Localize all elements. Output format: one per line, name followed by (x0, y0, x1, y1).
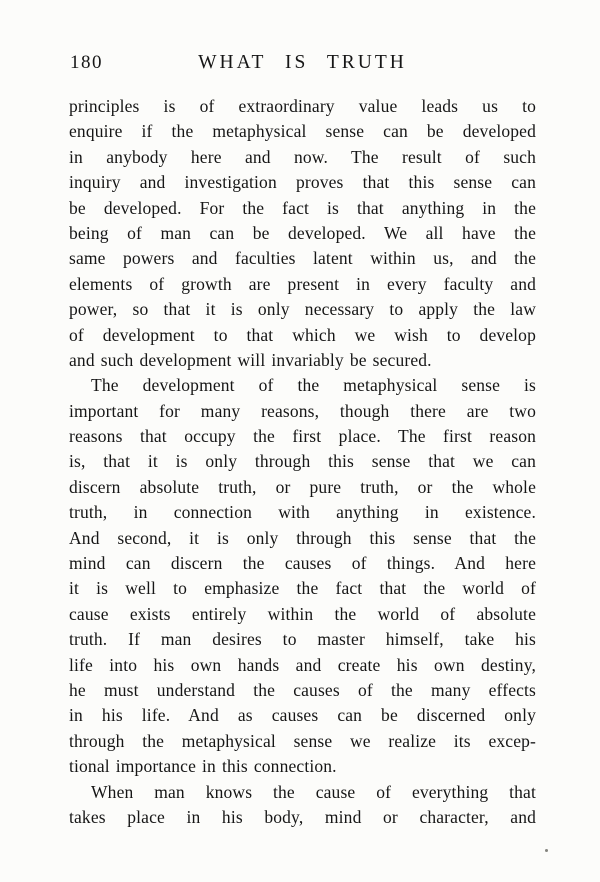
text-line: in anybody here and now. The result of such (69, 146, 536, 167)
scan-speck (545, 849, 548, 852)
text-line: reasons that occupy the first place. The first reason (69, 426, 536, 447)
text-line: elements of growth are present in every faculty and (69, 273, 536, 294)
text-line: takes place in his body, mind or character, and (69, 806, 536, 827)
text-line: inquiry and investigation proves that this sense can (69, 172, 536, 193)
text-line: discern absolute truth, or pure truth, or the whole (69, 476, 536, 497)
text-line: truth, in connection with anything in existence. (69, 502, 536, 523)
page-body (69, 94, 536, 830)
text-line: he must understand the causes of the many effects (69, 679, 536, 700)
text-line: And second, it is only through this sense that the (69, 527, 536, 548)
text-line: life into his own hands and create his own destiny, (69, 654, 536, 675)
page-number: 180 (70, 52, 103, 73)
text-line: through the metaphysical sense we realize its excep- (69, 730, 536, 751)
text-line: The development of the metaphysical sense is (91, 375, 536, 396)
text-line: enquire if the metaphysical sense can be developed (69, 121, 536, 142)
text-line: tional importance in this connection. (69, 756, 337, 777)
text-line: truth. If man desires to master himself, take his (69, 629, 536, 650)
text-line: it is well to emphasize the fact that the world of (69, 578, 536, 599)
text-line: of development to that which we wish to develop (69, 324, 536, 345)
text-line: and such development will invariably be secured. (69, 349, 432, 370)
running-title: WHAT IS TRUTH (198, 52, 407, 73)
text-line: principles is of extraordinary value leads us to (69, 96, 536, 116)
text-line: power, so that it is only necessary to apply the law (69, 299, 536, 320)
text-line: important for many reasons, though there are two (69, 400, 536, 421)
page-header (69, 52, 536, 78)
text-line: in his life. And as causes can be discerned only (69, 705, 536, 726)
text-line: be developed. For the fact is that anything in the (69, 197, 536, 218)
text-line: cause exists entirely within the world of absolute (69, 603, 536, 624)
text-line: mind can discern the causes of things. And here (69, 553, 536, 574)
text-line: being of man can be developed. We all have the (69, 222, 536, 243)
text-line: When man knows the cause of everything that (91, 781, 536, 802)
text-line: is, that it is only through this sense that we can (69, 451, 536, 472)
text-line: same powers and faculties latent within us, and the (69, 248, 536, 269)
